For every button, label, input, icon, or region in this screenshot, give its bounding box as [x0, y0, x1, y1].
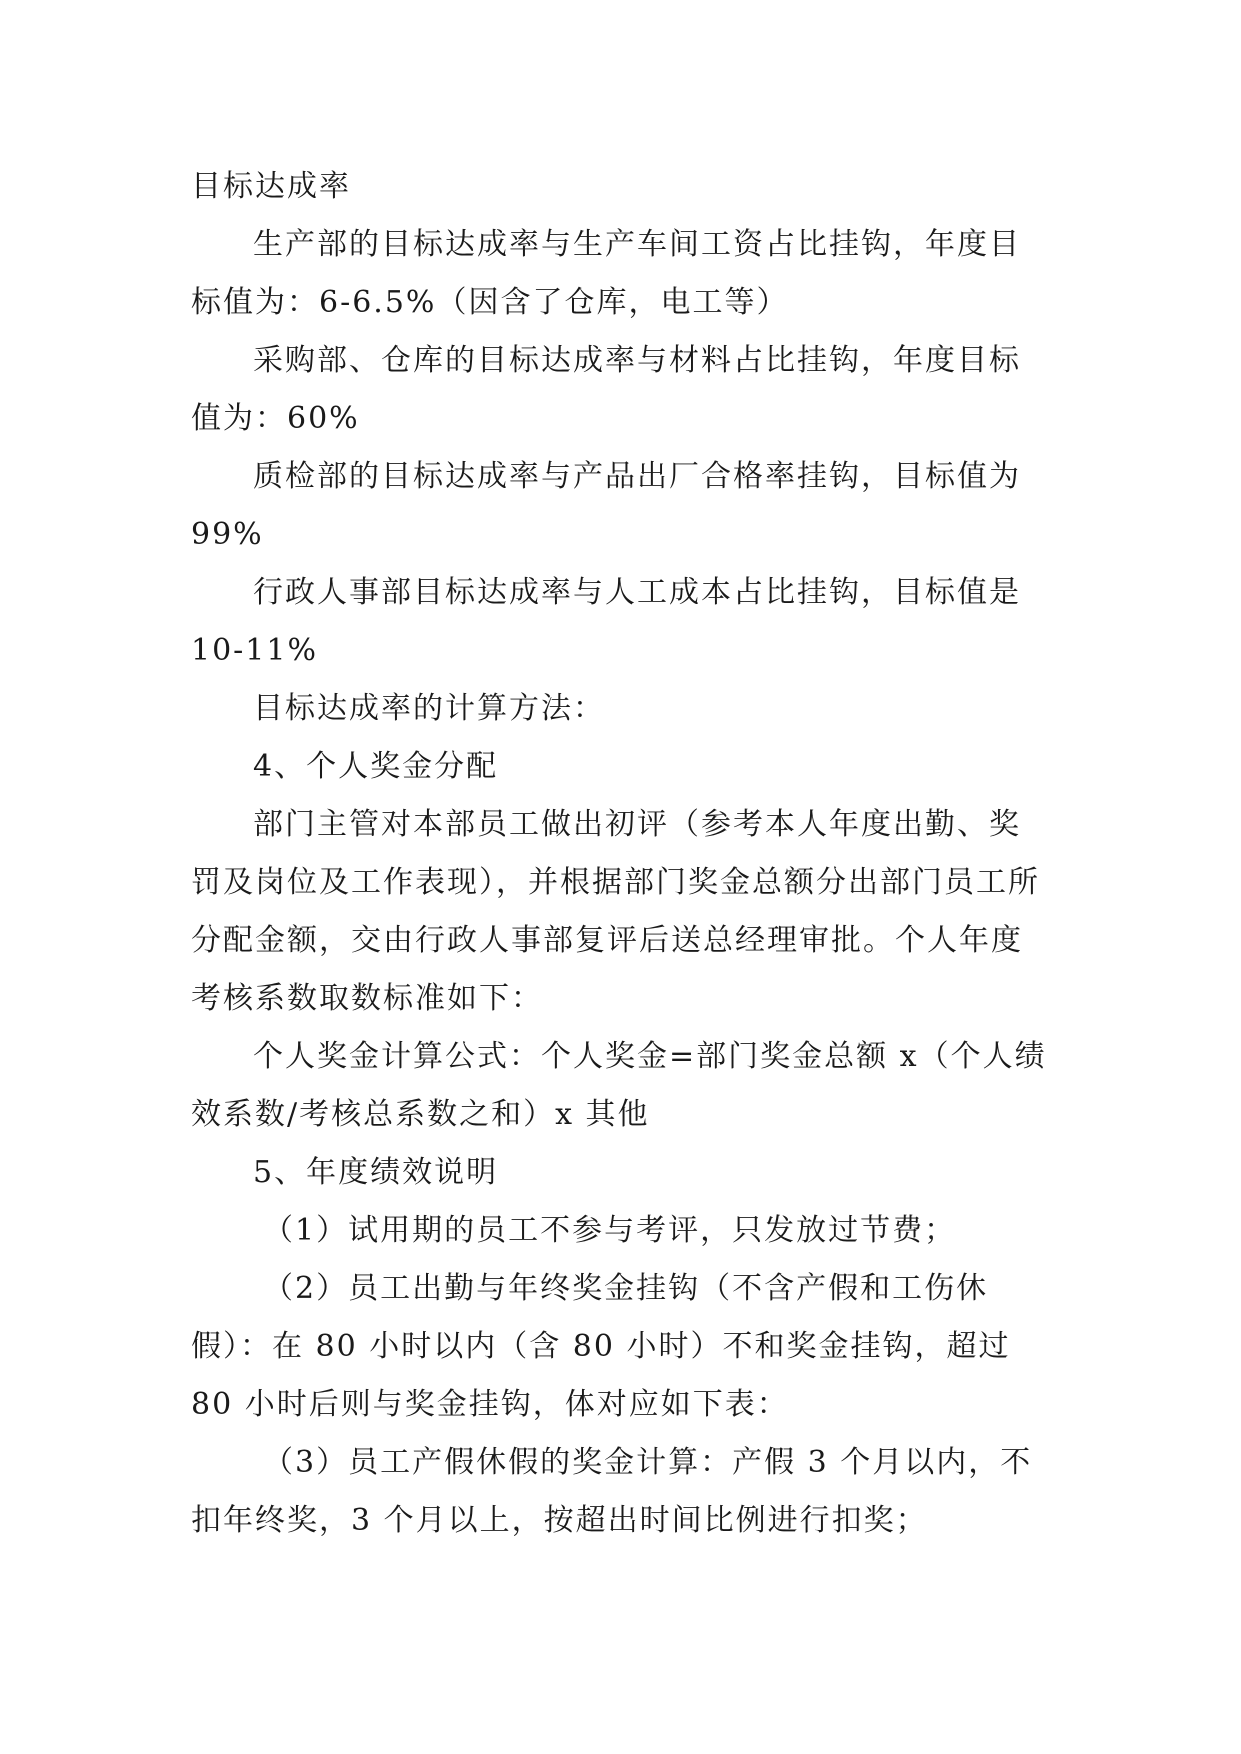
paragraph-bonus-distribution: 部门主管对本部员工做出初评（参考本人年度出勤、奖罚及岗位及工作表现），并根据部门奖金总额分出部门员工所分配金额，交由行政人事部复评后送总经理审批。个人年度考核系数取数标准如下：	[191, 807, 1040, 1016]
paragraph-hr-target: 行政人事部目标达成率与人工成本占比挂钩，目标值是10-11%	[191, 575, 1021, 668]
paragraph-calculation-method: 目标达成率的计算方法：	[253, 691, 605, 726]
paragraph-bonus-formula: 个人奖金计算公式：个人奖金=部门奖金总额 x（个人绩效系数/考核总系数之和）x 其他	[191, 1039, 1047, 1132]
list-item-probation: （1）试用期的员工不参与考评，只发放过节费；	[263, 1213, 957, 1248]
section-title-target-rate: 目标达成率	[191, 169, 351, 204]
document-page	[191, 158, 1051, 1550]
paragraph-production-target: 生产部的目标达成率与生产车间工资占比挂钩，年度目标值为：6-6.5%（因含了仓库，电工等）	[191, 227, 1021, 320]
list-item-maternity-leave: （3）员工产假休假的奖金计算：产假 3 个月以内，不扣年终奖，3 个月以上，按超出时间比例进行扣奖；	[191, 1445, 1033, 1538]
heading-annual-performance: 5、年度绩效说明	[253, 1155, 499, 1190]
paragraph-purchasing-target: 采购部、仓库的目标达成率与材料占比挂钩，年度目标值为：60%	[191, 343, 1021, 436]
paragraph-quality-target: 质检部的目标达成率与产品出厂合格率挂钩，目标值为99%	[191, 459, 1021, 552]
heading-personal-bonus: 4、个人奖金分配	[253, 749, 499, 784]
list-item-attendance: （2）员工出勤与年终奖金挂钩（不含产假和工伤休假）：在 80 小时以内（含 80 小时）不和奖金挂钩，超过 80 小时后则与奖金挂钩，体对应如下表：	[191, 1271, 1011, 1422]
